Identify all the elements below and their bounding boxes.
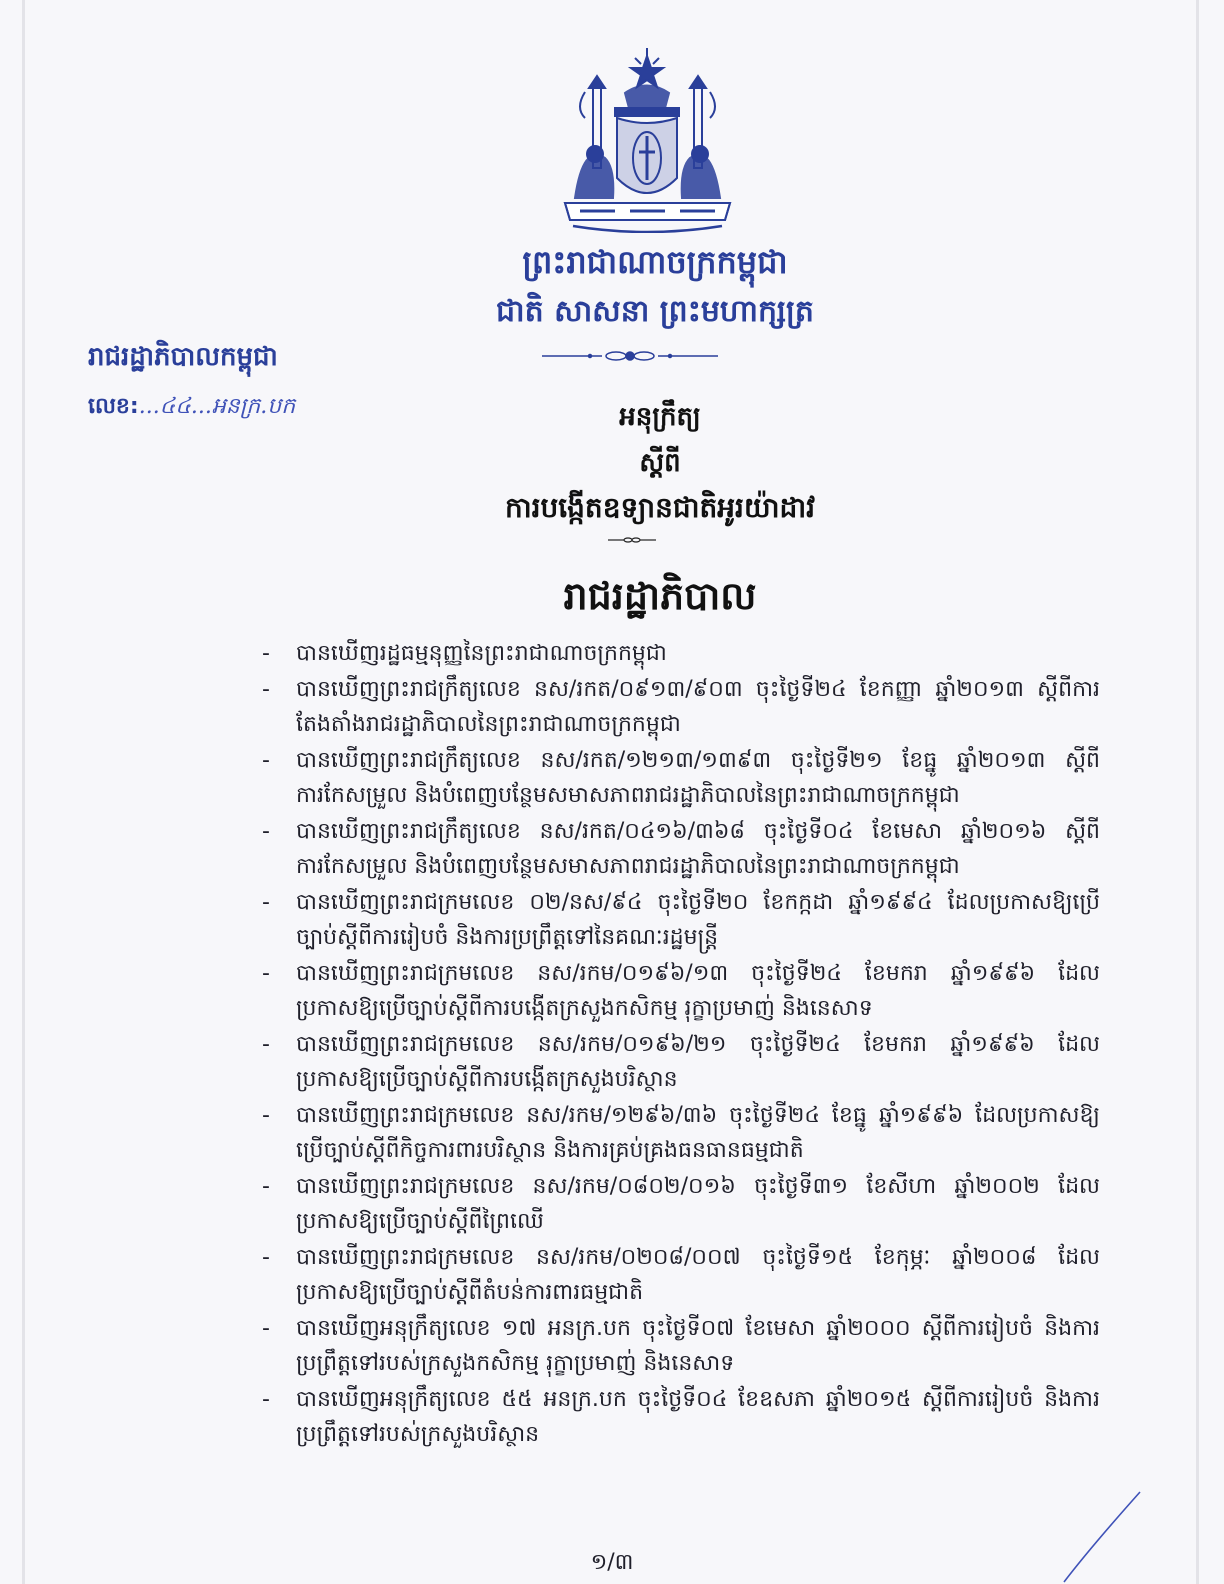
authority-heading: រាជរដ្ឋាភិបាល bbox=[563, 574, 757, 618]
citation-text: បានឃើញព្រះរាជក្រមលេខ នស/រកម/០១៩៦/២១ ចុះថ្ងៃទី២៤ ខែមករា ឆ្នាំ១៩៩៦ ដែលប្រកាសឱ្យប្រើច្បាប់ស្តីពីការបង្កើតក្រសួងបរិស្ថាន bbox=[296, 1031, 1100, 1092]
citation-text: បានឃើញព្រះរាជក្រឹត្យលេខ នស/រកត/០៤១៦/៣៦៨ ចុះថ្ងៃទី០៤ ខែមេសា ឆ្នាំ២០១៦ ស្តីពីការកែសម្រួល និងបំពេញបន្ថែមសមាសភាពរាជរដ្ឋាភិបាលនៃព្រះរាជាណាចក្រកម្ពុជា bbox=[296, 818, 1100, 879]
citation-item bbox=[262, 814, 1100, 885]
citation-text: បានឃើញព្រះរាជក្រមលេខ ០២/នស/៩៤ ចុះថ្ងៃទី២០ ខែកក្កដា ឆ្នាំ១៩៩៤ ដែលប្រកាសឱ្យប្រើច្បាប់ស្តីពីការរៀបចំ និងការប្រព្រឹត្តទៅនៃគណៈរដ្ឋមន្ត្រី bbox=[296, 889, 1100, 950]
list-dash: - bbox=[262, 1102, 270, 1128]
national-motto: ជាតិ សាសនា ព្រះមហាក្សត្រ bbox=[496, 294, 814, 329]
list-dash: - bbox=[262, 1386, 270, 1412]
citation-item bbox=[262, 672, 1100, 743]
citation-text: បានឃើញព្រះរាជក្រមលេខ នស/រកម/០២០៨/០០៧ ចុះថ្ងៃទី១៥ ខែកុម្ភៈ ឆ្នាំ២០០៨ ដែលប្រកាសឱ្យប្រើច្បាប់ស្តីពីតំបន់ការពារធម្មជាតិ bbox=[296, 1244, 1100, 1305]
small-divider-icon bbox=[608, 536, 656, 544]
page-edge-left bbox=[22, 0, 25, 1584]
citation-item bbox=[262, 1169, 1100, 1240]
list-dash: - bbox=[262, 889, 270, 915]
citation-text: បានឃើញព្រះរាជក្រឹត្យលេខ នស/រកត/១២១៣/១៣៩៣ ចុះថ្ងៃទី២១ ខែធ្នូ ឆ្នាំ២០១៣ ស្តីពីការកែសម្រួល និងបំពេញបន្ថែមសមាសភាពរាជរដ្ឋាភិបាលនៃព្រះរាជាណាចក្រកម្ពុជា bbox=[296, 747, 1100, 808]
list-dash: - bbox=[262, 1173, 270, 1199]
list-dash: - bbox=[262, 818, 270, 844]
citation-item bbox=[262, 1382, 1100, 1453]
issuing-authority: រាជរដ្ឋាភិបាលកម្ពុជា bbox=[88, 342, 278, 372]
page-number: ១/៣ bbox=[590, 1550, 634, 1575]
reference-value: ...៤៤...អនក្រ.បក bbox=[138, 394, 296, 419]
legal-citations-list bbox=[262, 636, 1100, 1453]
citation-text: បានឃើញព្រះរាជក្រឹត្យលេខ នស/រកត/០៩១៣/៩០៣ ចុះថ្ងៃទី២៤ ខែកញ្ញា ឆ្នាំ២០១៣ ស្តីពីការតែងតាំងរាជរដ្ឋាភិបាលនៃព្រះរាជាណាចក្រកម្ពុជា bbox=[296, 676, 1100, 737]
list-dash: - bbox=[262, 1031, 270, 1057]
citation-item bbox=[262, 636, 1100, 672]
royal-coat-of-arms-icon bbox=[555, 48, 740, 233]
kingdom-title: ព្រះរាជាណាចក្រកម្ពុជា bbox=[522, 243, 788, 281]
list-dash: - bbox=[262, 747, 270, 773]
citation-item bbox=[262, 1027, 1100, 1098]
list-dash: - bbox=[262, 676, 270, 702]
document-subject: ការបង្កើតឧទ្យានជាតិអូរយ៉ាដាវ bbox=[504, 491, 816, 524]
citation-text: បានឃើញអនុក្រឹត្យលេខ ១៧ អនក្រ.បក ចុះថ្ងៃទី០៧ ខែមេសា ឆ្នាំ២០០០ ស្តីពីការរៀបចំ និងការប្រព្រឹត្តទៅរបស់ក្រសួងកសិកម្ម រុក្ខាប្រមាញ់ និងនេសាទ bbox=[296, 1315, 1100, 1376]
ornamental-divider-icon bbox=[540, 349, 720, 363]
document-about: ស្តីពី bbox=[639, 448, 681, 478]
list-dash: - bbox=[262, 1244, 270, 1270]
citation-item bbox=[262, 885, 1100, 956]
citation-text: បានឃើញអនុក្រឹត្យលេខ ៥៥ អនក្រ.បក ចុះថ្ងៃទី០៤ ខែឧសភា ឆ្នាំ២០១៥ ស្តីពីការរៀបចំ និងការប្រព្រឹត្តទៅរបស់ក្រសួងបរិស្ថាន bbox=[296, 1386, 1100, 1447]
reference-label: លេខ: bbox=[88, 394, 139, 419]
citation-text: បានឃើញរដ្ឋធម្មនុញ្ញនៃព្រះរាជាណាចក្រកម្ពុជា bbox=[296, 641, 667, 666]
citation-item bbox=[262, 1311, 1100, 1382]
page-edge-right bbox=[1196, 0, 1199, 1584]
citation-item bbox=[262, 1240, 1100, 1311]
citation-item bbox=[262, 743, 1100, 814]
citation-text: បានឃើញព្រះរាជក្រមលេខ នស/រកម/០៨០២/០១៦ ចុះថ្ងៃទី៣១ ខែសីហា ឆ្នាំ២០០២ ដែលប្រកាសឱ្យប្រើច្បាប់ស្តីពីព្រៃឈើ bbox=[296, 1173, 1100, 1234]
list-dash: - bbox=[262, 641, 270, 666]
list-dash: - bbox=[262, 1315, 270, 1341]
document-type: អនុក្រឹត្យ bbox=[619, 402, 701, 432]
list-dash: - bbox=[262, 960, 270, 986]
citation-text: បានឃើញព្រះរាជក្រមលេខ នស/រកម/១២៩៦/៣៦ ចុះថ្ងៃទី២៤ ខែធ្នូ ឆ្នាំ១៩៩៦ ដែលប្រកាសឱ្យប្រើច្បាប់ស្តីពីកិច្ចការពារបរិស្ថាន និងការគ្រប់គ្រងធនធានធម្មជាតិ bbox=[296, 1102, 1100, 1163]
reference-number bbox=[88, 392, 295, 424]
citation-item bbox=[262, 956, 1100, 1027]
citation-item bbox=[262, 1098, 1100, 1169]
signature-stroke-icon bbox=[1060, 1488, 1150, 1584]
citation-text: បានឃើញព្រះរាជក្រមលេខ នស/រកម/០១៩៦/១៣ ចុះថ្ងៃទី២៤ ខែមករា ឆ្នាំ១៩៩៦ ដែលប្រកាសឱ្យប្រើច្បាប់ស្តីពីការបង្កើតក្រសួងកសិកម្ម រុក្ខាប្រមាញ់ និងនេសាទ bbox=[296, 960, 1100, 1021]
